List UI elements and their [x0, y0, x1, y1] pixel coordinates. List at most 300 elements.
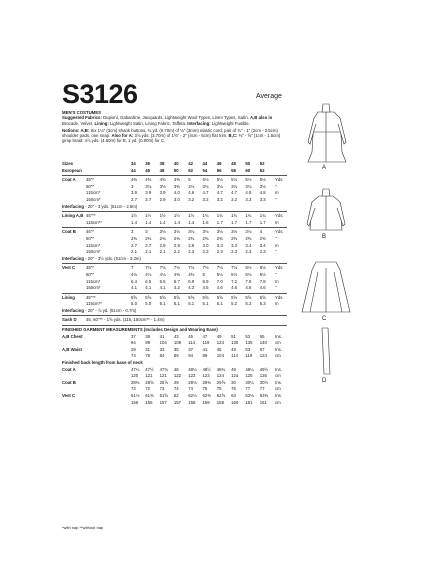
cell-value: 3.4	[259, 242, 266, 248]
cell-value: 3⅛	[145, 183, 152, 189]
cell-value: 62⅛	[188, 393, 197, 398]
cell-value: 3⅛	[245, 183, 252, 189]
cell-value: 1.4	[173, 219, 180, 225]
cell-value: 3	[131, 183, 134, 189]
interfacing-note: Interfacing - 20" - ⅞ yd. (51cm - 0.7m)	[62, 307, 137, 313]
cell-value: 4.7	[231, 190, 238, 196]
cell-value: 5⅝	[245, 294, 252, 300]
cell-value: 104	[216, 353, 224, 359]
row-width: 45"*	[86, 265, 94, 271]
cell-value: 5⅝	[159, 294, 166, 300]
table-row	[62, 177, 287, 184]
cell-value: 2⅜	[145, 235, 152, 241]
cell-value: 47¼	[131, 366, 140, 372]
cell-value: 3⅛	[216, 229, 223, 235]
figure-label-c: C	[322, 316, 327, 322]
cell-value: 3⅛	[188, 229, 195, 235]
european-row	[62, 168, 287, 175]
cell-value: 51	[231, 333, 236, 339]
row-unit: cm	[275, 386, 281, 392]
cell-value: 156	[131, 399, 139, 405]
notions-line: Notions: A,B: Six 1⅛" (3cm) shank buttons, ¾ yd. (0.70m) of ⅛" (3mm) elastic cord, pair of ¾" - 1" (2cm - 2.5cm) shoulder pads, one snap. Also for A: 3⅞ yds. (3.70m) of 1⅝" - 2" (4cm - 5cm) flat trim. B,C: ⅜" - ⅝" (1cm - 1.5cm) gimp braid: 4⅞ yds. (4.60m) for B, 1 yd. (0.90m) for C.	[62, 127, 281, 144]
cell-value: 3.3	[231, 242, 238, 248]
cell-value: 4⅜	[159, 177, 166, 183]
footnote: *with nap **without nap	[62, 525, 104, 530]
cell-value: 123	[188, 373, 196, 379]
cell-value: 79	[145, 353, 151, 359]
cell-value: 4.6	[231, 285, 238, 291]
cell-value: 1.6	[202, 219, 209, 225]
row-width: 60"*	[86, 235, 94, 241]
size-value: 58	[231, 167, 236, 173]
cell-value: 2.9	[159, 242, 166, 248]
cell-value: 1¾	[202, 213, 209, 219]
cell-value: 73	[159, 386, 165, 392]
table-row	[62, 285, 287, 292]
cell-value: 29	[173, 379, 179, 385]
cell-value: 4⅛	[131, 271, 137, 277]
cell-value: 3⅛	[202, 183, 209, 189]
divider	[62, 175, 287, 176]
cell-value: 4⅛	[159, 271, 166, 277]
table-row	[62, 220, 287, 227]
cell-value: 8⅛	[245, 265, 252, 271]
cell-value: 48½	[202, 366, 211, 372]
size-value: 44	[202, 161, 208, 166]
row-width: 115cm*	[86, 278, 101, 284]
cell-value: 5.2	[231, 301, 238, 307]
row-unit: Ins.	[275, 379, 282, 385]
cell-value: 3.2	[231, 196, 238, 202]
table-row	[62, 236, 287, 243]
cell-value: 2.3	[188, 249, 195, 255]
cell-value: 119	[245, 353, 253, 359]
cell-value: 120	[131, 373, 139, 379]
cell-value: 3.2	[216, 196, 223, 202]
size-value: 48	[231, 161, 236, 166]
cell-value: 75	[216, 386, 222, 392]
cell-value: 3⅛	[159, 229, 166, 235]
cell-value: 156	[145, 399, 153, 405]
cell-value: 125	[245, 373, 253, 379]
cell-value: 4⅜	[188, 271, 195, 277]
row-unit: m	[275, 278, 279, 284]
cell-value: 2.9	[173, 242, 180, 248]
cell-value: 4.7	[216, 190, 223, 196]
finished-title-text: FINISHED GARMENT MEASUREMENTS (Includes Design and Wearing Ease)	[62, 327, 218, 333]
table-row	[62, 272, 287, 279]
cell-value: 3.9	[159, 190, 166, 196]
cell-value: 3	[145, 229, 148, 235]
cell-value: 74	[131, 353, 136, 359]
yardage-table	[62, 161, 287, 406]
cell-value: 37	[188, 346, 193, 352]
cell-value: 5⅝	[216, 294, 223, 300]
table-row	[62, 393, 287, 400]
cell-value: 3.3	[245, 196, 252, 202]
cell-value: 47¾	[159, 366, 168, 372]
table-row	[62, 243, 287, 250]
cell-value: 3⅛	[188, 183, 195, 189]
cell-value: 5⅛	[231, 271, 238, 277]
cell-value: 4.1	[131, 285, 137, 291]
cell-value: 2.7	[131, 196, 137, 202]
cell-value: 5⅝	[259, 294, 266, 300]
row-unit: cm	[275, 373, 281, 379]
cell-value: 28⅜	[131, 379, 140, 385]
cell-value: 109	[173, 340, 182, 346]
cell-value: 5⅛	[202, 177, 209, 183]
cell-value: 4⅜	[145, 177, 152, 183]
cell-value: 5⅛	[259, 177, 266, 183]
row-width: 150cm*	[86, 285, 101, 291]
cell-value: 3.0	[202, 242, 209, 248]
size-value: 52	[259, 161, 265, 166]
table-row	[62, 265, 287, 272]
cell-value: 124	[259, 353, 267, 359]
cell-value: 3.3	[259, 196, 266, 202]
size-value: 40	[173, 161, 179, 166]
size-value: 42	[188, 161, 193, 166]
cell-value: 5⅛	[231, 177, 238, 183]
cell-value: 114	[231, 353, 238, 359]
cell-value: 2⅜	[131, 235, 137, 241]
cell-value: 2.9	[159, 196, 166, 202]
cell-value: 4.1	[145, 285, 152, 291]
cell-value: 29⅝	[216, 379, 226, 385]
cell-value: 5⅛	[216, 177, 223, 183]
cell-value: 84	[159, 353, 165, 359]
row-unit: m	[275, 301, 279, 307]
cell-value: 29⅜	[202, 379, 211, 385]
cell-value: 3.9	[145, 190, 152, 196]
cell-value: 49¼	[245, 366, 254, 372]
cell-value: 114	[188, 340, 196, 346]
row-unit: Ins.	[275, 333, 282, 339]
cell-value: 3.4	[245, 242, 252, 248]
row-width: 45"**	[86, 294, 96, 300]
table-row	[62, 386, 287, 393]
cell-value: 2.3	[259, 249, 266, 255]
row-unit: cm	[275, 399, 281, 405]
divider	[62, 315, 287, 316]
cell-value: 5.0	[145, 301, 152, 307]
row-label: Vest C	[62, 393, 76, 398]
cell-value: 3.2	[202, 196, 209, 202]
size-value: 44	[131, 167, 136, 173]
cell-value: 94	[188, 353, 193, 359]
size-value: 54	[202, 167, 208, 173]
size-value: 46	[145, 167, 151, 173]
table-row	[62, 373, 287, 380]
cell-value: 76	[231, 386, 236, 392]
cell-value: 6.5	[159, 278, 166, 284]
row-label: A,B Chest	[62, 333, 83, 339]
row-unit: "	[275, 271, 277, 277]
cell-value: 3⅛	[245, 229, 252, 235]
cell-value: 63⅛	[245, 393, 254, 398]
cell-value: 74	[188, 386, 193, 392]
cell-value: 33	[159, 346, 165, 352]
size-value: 56	[216, 167, 222, 173]
cell-value: 37	[131, 333, 136, 339]
cell-value: 4	[259, 229, 263, 235]
row-label: Lining A,B	[62, 213, 84, 219]
cell-value: 5.3	[245, 301, 252, 307]
cell-value: 3.3	[216, 242, 223, 248]
cell-value: 1½	[173, 213, 180, 219]
cell-value: 135	[245, 340, 253, 346]
size-value: 62	[259, 167, 265, 173]
table-row	[62, 279, 287, 286]
cell-value: 1.7	[231, 219, 238, 225]
cell-value: 124	[231, 373, 239, 379]
european-label: European	[62, 167, 82, 173]
cell-value: 4.2	[173, 285, 180, 291]
table-row	[62, 400, 287, 407]
cell-value: 29⅛	[188, 379, 197, 385]
cell-value: 3⅛	[231, 229, 238, 235]
table-row	[62, 380, 287, 387]
cell-value: 63	[231, 393, 236, 398]
cell-value: 1.4	[159, 219, 166, 225]
divider	[62, 263, 287, 264]
row-label: Lining	[62, 294, 75, 300]
cell-value: 4.0	[173, 190, 180, 196]
pattern-code: S3126	[62, 79, 138, 109]
cell-value: 1¾	[245, 213, 252, 219]
cell-value: 5	[188, 177, 191, 183]
cell-value: 47½	[145, 366, 154, 372]
row-width: 150cm*	[86, 196, 101, 202]
divider	[62, 325, 287, 326]
cell-value: 122	[173, 373, 182, 379]
cell-value: 161	[245, 399, 253, 405]
cell-value: 3.0	[173, 196, 180, 202]
cell-value: 3⅛	[173, 229, 180, 235]
cell-value: 2⅜	[259, 235, 266, 241]
sizes-label: Sizes	[62, 161, 73, 166]
figure-c-vest	[302, 262, 350, 312]
cell-value: 61⅜	[145, 393, 154, 398]
row-unit: cm	[275, 340, 281, 346]
cell-value: 3⅛	[259, 183, 266, 189]
cell-value: 4.6	[259, 285, 266, 291]
table-row	[62, 367, 287, 374]
cell-value: 31	[145, 346, 151, 352]
cell-value: 74	[173, 386, 179, 392]
size-value: 52	[188, 167, 193, 173]
size-value: 38	[159, 161, 165, 166]
cell-value: 2.7	[145, 196, 152, 202]
table-row	[62, 184, 287, 191]
divider	[62, 293, 287, 294]
row-unit: m	[275, 190, 279, 196]
table-row	[62, 317, 287, 324]
row-width: 45"**	[86, 213, 96, 219]
cell-value: 45	[188, 333, 193, 339]
cell-value: 5.0	[131, 301, 137, 307]
cell-value: 62⅝	[216, 393, 226, 398]
cell-value: 3	[131, 229, 134, 235]
cell-value: 124	[216, 373, 224, 379]
row-unit: cm	[275, 353, 281, 359]
finished-title	[62, 327, 287, 334]
row-unit: "	[275, 235, 277, 241]
cell-value: 7.5	[245, 278, 252, 284]
row-width: 115cm*	[86, 242, 101, 248]
row-width: 45, 60"** - 1⅝ yds. (115, 150cm** - 1.4m)	[86, 317, 165, 323]
cell-value: 161	[259, 399, 267, 405]
cell-value: 99	[202, 353, 208, 359]
fabrics-line: Suggested Fabrics: Dupioni, Gabardine, Jacquards, Lightweight Wool Types, Linen Types, Satin. A,B also in Brocade, Velvet. Lining: Lightweight Satin, Lining Fabric, Taffeta. Interfacing: Lightweight Fusible.	[62, 115, 273, 126]
cell-value: 7	[131, 265, 134, 271]
cell-value: 159	[202, 399, 210, 405]
sizes-row	[62, 161, 287, 168]
cell-value: 4.6	[216, 285, 223, 291]
cell-value: 7.0	[216, 278, 223, 284]
cell-value: 158	[188, 399, 196, 405]
cell-value: 4.5	[202, 285, 209, 291]
size-range: Average	[256, 93, 282, 100]
cell-value: 123	[202, 373, 210, 379]
row-unit: Yds.	[275, 213, 284, 219]
cell-value: 1½	[188, 213, 195, 219]
cell-value: 4.1	[159, 285, 166, 291]
row-unit: Ins.	[275, 346, 282, 352]
row-label: Coat A	[62, 177, 76, 183]
cell-value: 48	[173, 366, 179, 372]
row-width: 60"*	[86, 271, 94, 277]
table-row	[62, 197, 287, 204]
cell-value: 5⅛	[245, 271, 252, 277]
cell-value: 5.1	[188, 301, 195, 307]
cell-value: 5⅝	[231, 294, 238, 300]
cell-value: 4.3	[188, 285, 195, 291]
row-width: 115cm**	[86, 219, 102, 225]
cell-value: 1½	[159, 213, 166, 219]
cell-value: 6.9	[202, 278, 209, 284]
cell-value: 160	[231, 399, 239, 405]
cell-value: 28⅞	[159, 379, 168, 385]
cell-value: 2⅜	[216, 235, 223, 241]
cell-value: 62⅜	[202, 393, 211, 398]
row-unit: "	[275, 249, 277, 255]
cell-value: 43	[173, 333, 179, 339]
cell-value: 5.1	[173, 301, 180, 307]
row-unit: Yds.	[275, 265, 284, 271]
cell-value: 61⅝	[159, 393, 168, 398]
interfacing-note: Interfacing - 20" - 3 yds. (51cm - 2.6m)	[62, 203, 138, 209]
cell-value: 121	[145, 373, 153, 379]
row-unit: Yds.	[275, 229, 284, 235]
cell-value: 7⅛	[159, 265, 166, 271]
cell-value: 4⅜	[173, 177, 180, 183]
cell-value: 3.9	[131, 190, 137, 196]
row-unit: Yds.	[275, 294, 284, 300]
cell-value: 5⅝	[173, 294, 180, 300]
cell-value: 5⅝	[202, 294, 209, 300]
cell-value: 28⅝	[145, 379, 154, 385]
cell-value: 2.3	[202, 249, 209, 255]
table-row	[62, 301, 287, 308]
cell-value: 7⅛	[173, 265, 180, 271]
figure-a-coat	[308, 104, 346, 162]
interfacing-note: Interfacing - 20" - 3½ yds. (51cm - 3.2m)	[62, 255, 141, 261]
cell-value: 47	[202, 333, 208, 339]
interfacing-row	[62, 204, 287, 211]
size-value: 36	[145, 161, 151, 166]
cell-value: 75	[202, 386, 208, 392]
table-row	[62, 295, 287, 302]
cell-value: 1.4	[188, 219, 195, 225]
cell-value: 4.6	[245, 285, 252, 291]
row-unit: Ins.	[275, 393, 282, 398]
cell-value: 72	[145, 386, 151, 392]
interfacing-row	[62, 308, 287, 315]
cell-value: 2.1	[145, 249, 152, 255]
size-value: 50	[173, 167, 179, 173]
row-unit: "	[275, 196, 277, 202]
cell-value: 5⅛	[245, 177, 252, 183]
cell-value: 5⅛	[259, 271, 266, 277]
cell-value: 30¼	[245, 379, 254, 385]
cell-value: 6.9	[188, 278, 195, 284]
cell-value: 57	[259, 346, 265, 352]
cell-value: 1.4	[131, 219, 137, 225]
cell-value: 6.7	[173, 278, 180, 284]
cell-value: 3⅛	[159, 183, 166, 189]
cell-value: 104	[159, 340, 167, 346]
cell-value: 2.7	[131, 242, 137, 248]
row-width: 60"*	[86, 183, 94, 189]
cell-value: 7⅛	[145, 265, 152, 271]
cell-value: 77	[259, 386, 265, 392]
cell-value: 3⅛	[202, 229, 209, 235]
cell-value: 1¾	[216, 213, 223, 219]
cell-value: 157	[173, 399, 182, 405]
cell-value: 3⅛	[231, 183, 238, 189]
cell-value: 53	[245, 346, 251, 352]
cell-value: 72	[131, 386, 136, 392]
cell-value: 48¾	[216, 366, 226, 372]
cell-value: 3⅜	[173, 183, 180, 189]
cell-value: 7⅛	[216, 265, 223, 271]
cell-value: 62	[173, 393, 179, 398]
cell-value: 35	[173, 346, 179, 352]
cell-value: 49	[216, 333, 222, 339]
cell-value: 7.2	[231, 278, 238, 284]
row-unit: Yds.	[275, 177, 284, 183]
row-width: 115cm**	[86, 301, 102, 307]
row-unit: "	[275, 183, 277, 189]
cell-value: 7⅛	[188, 265, 195, 271]
cell-value: 94	[131, 340, 136, 346]
cell-value: 4.7	[202, 190, 209, 196]
notes-title: MEN'S COSTUMES	[62, 110, 101, 115]
cell-value: 1.7	[245, 219, 252, 225]
fabric-notes	[62, 110, 290, 144]
cell-value: 39	[145, 333, 151, 339]
cell-value: 41	[202, 346, 208, 352]
table-row	[62, 340, 287, 347]
cell-value: 4.8	[245, 190, 252, 196]
cell-value: 5⅝	[131, 294, 137, 300]
cell-value: 55	[259, 333, 265, 339]
table-row	[62, 347, 287, 354]
row-width: 45"*	[86, 177, 94, 183]
cell-value: 3⅛	[216, 183, 223, 189]
